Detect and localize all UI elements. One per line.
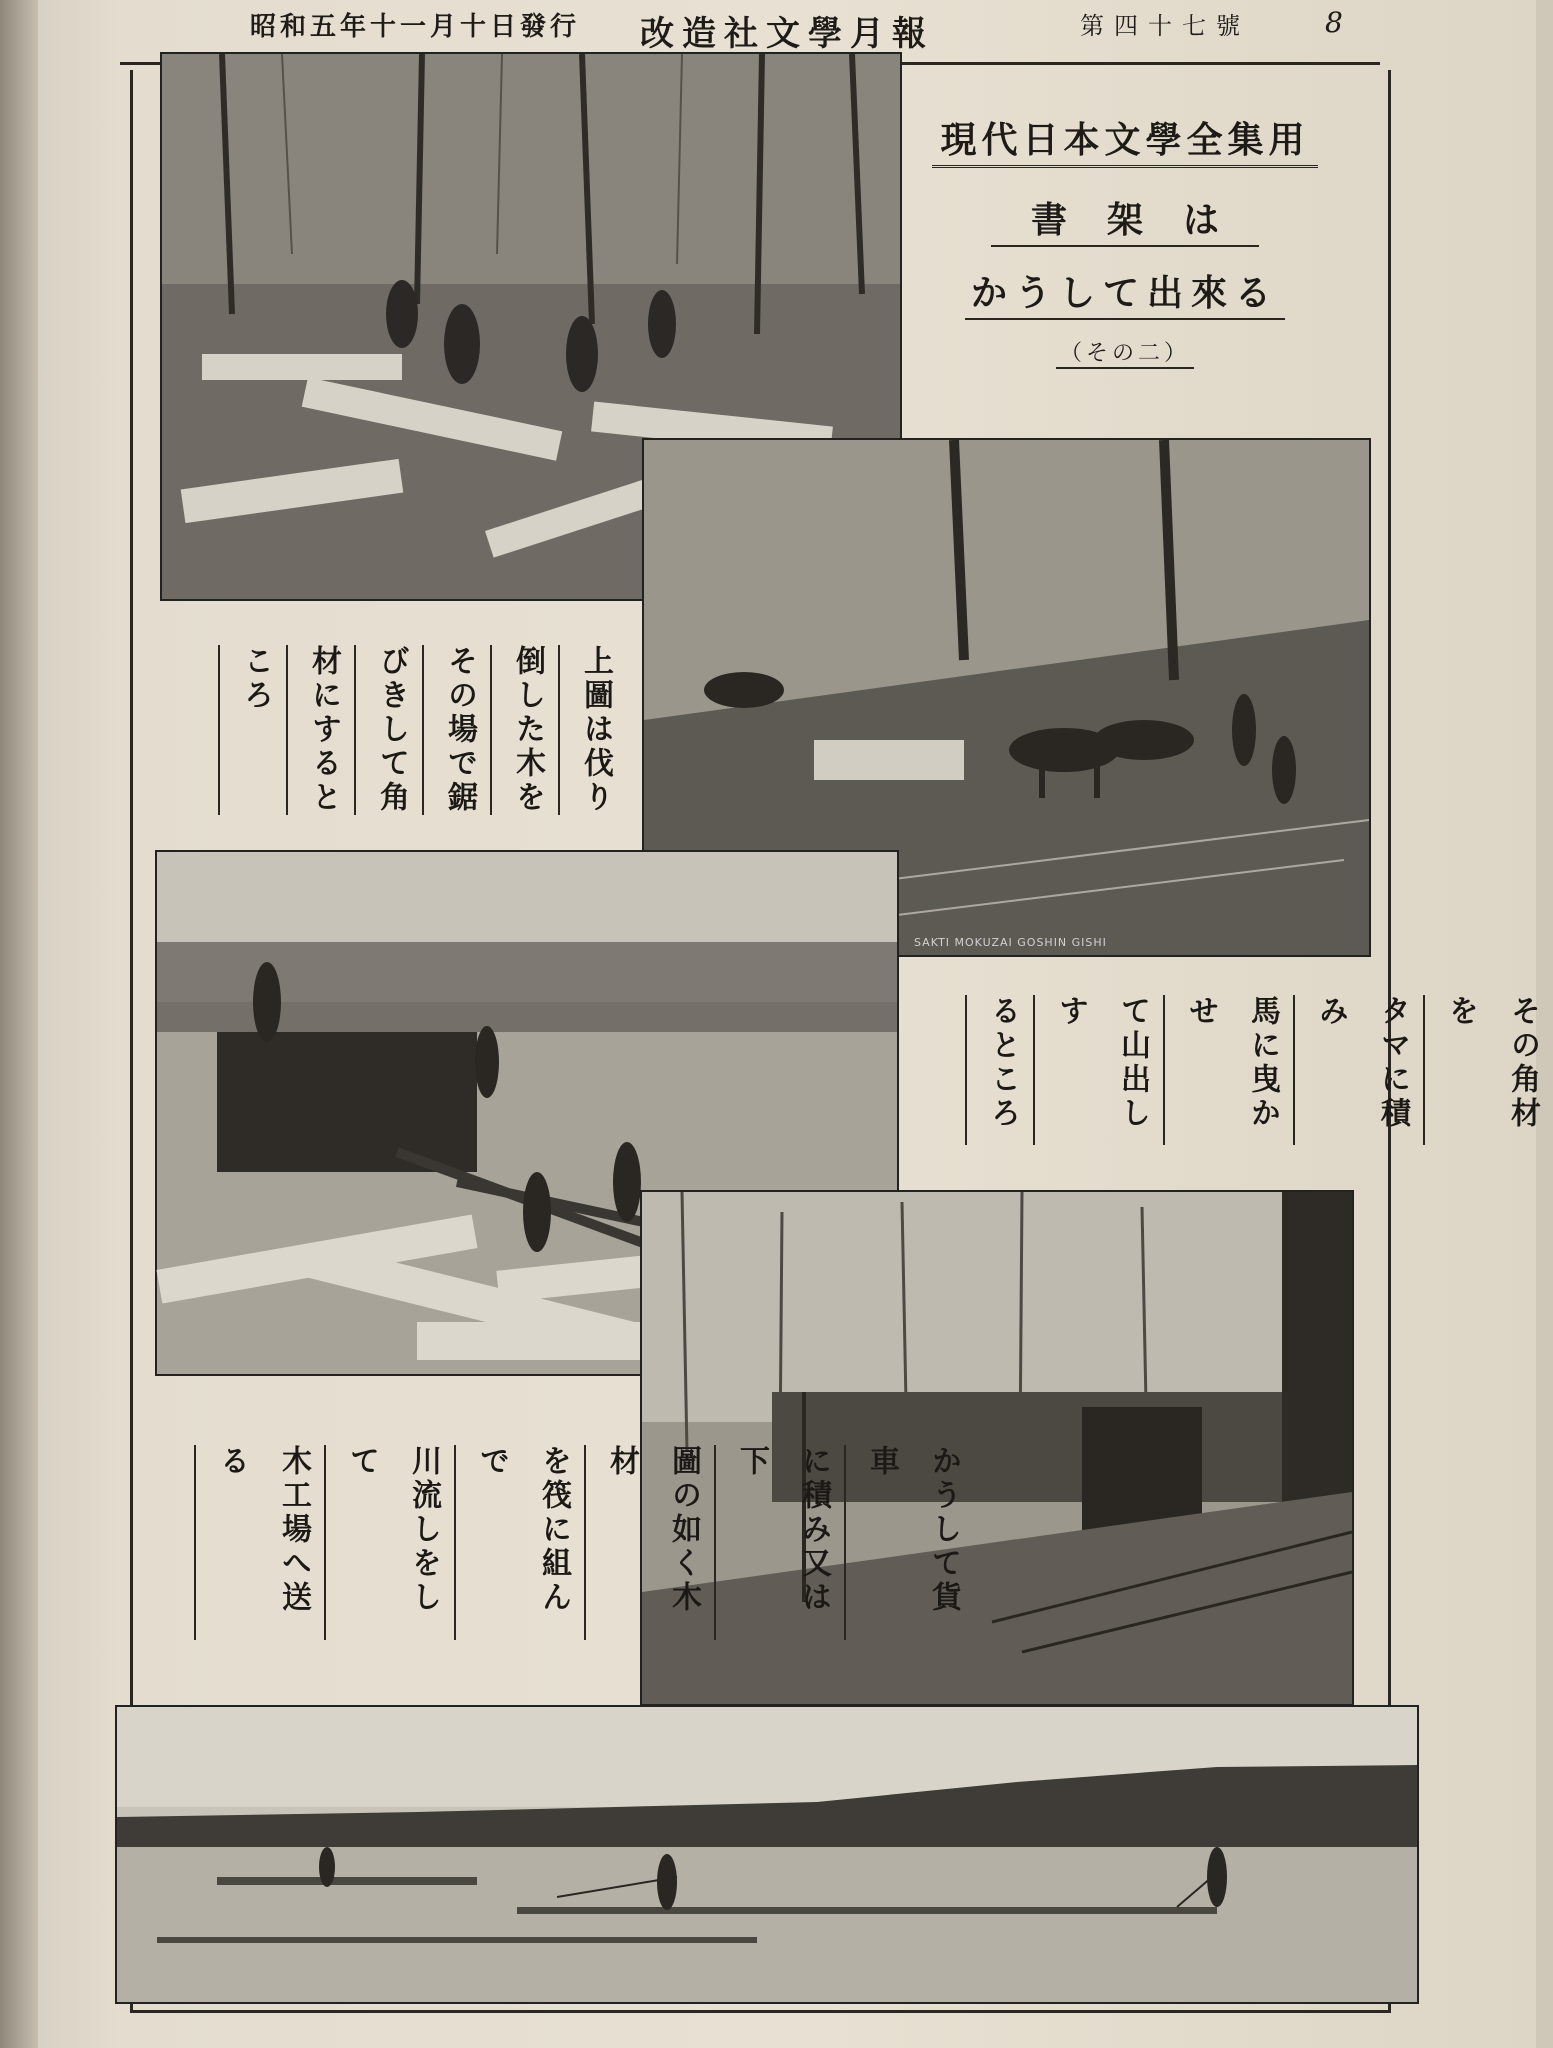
header-issue-number: 第四十七號 <box>1080 12 1250 40</box>
caption-freight-line: かうして貨車 <box>844 1445 974 1640</box>
caption-logging <box>218 645 626 815</box>
caption-logging-line: びきして角 <box>354 645 422 815</box>
caption-horse-line: 馬に曳かせ <box>1163 995 1293 1145</box>
caption-logging-line: 材にすると <box>286 645 354 815</box>
caption-logging-line: その場で鋸 <box>422 645 490 815</box>
caption-horse-hauling <box>965 995 1553 1145</box>
caption-logging-line: ころ <box>218 645 286 815</box>
article-subtitle: （その二） <box>1056 336 1194 369</box>
river-raft-photo <box>115 1705 1419 2004</box>
caption-freight-line: を筏に組んで <box>454 1445 584 1640</box>
header-magazine-title: 改造社文學月報 <box>640 14 934 54</box>
caption-horse-line: て山出しす <box>1033 995 1163 1145</box>
article-title-line2: 書架は <box>991 192 1259 247</box>
caption-horse-line: タマに積み <box>1293 995 1423 1145</box>
article-title: 現代日本文學全集用 <box>932 110 1317 168</box>
header-page-number: 8 <box>1325 6 1343 39</box>
article-title-block <box>905 110 1345 369</box>
caption-horse-line: るところ <box>965 995 1033 1145</box>
caption-freight-raft <box>194 1445 974 1640</box>
header-date: 昭和五年十一月十日發行 <box>250 12 581 42</box>
caption-logging-line: 上圖は伐り <box>558 645 626 815</box>
photo-credit: SAKTI MOKUZAI GOSHIN GISHI <box>914 936 1107 949</box>
caption-freight-line: 川流しをして <box>324 1445 454 1640</box>
caption-horse-line: その角材を <box>1423 995 1553 1145</box>
book-spine-shadow <box>0 0 38 2048</box>
caption-freight-line: 木工場へ送る <box>194 1445 324 1640</box>
caption-freight-line: 圖の如く木材 <box>584 1445 714 1640</box>
caption-logging-line: 倒した木を <box>490 645 558 815</box>
article-title-line3: かうして出來る <box>965 265 1285 320</box>
caption-freight-line: に積み又は下 <box>714 1445 844 1640</box>
